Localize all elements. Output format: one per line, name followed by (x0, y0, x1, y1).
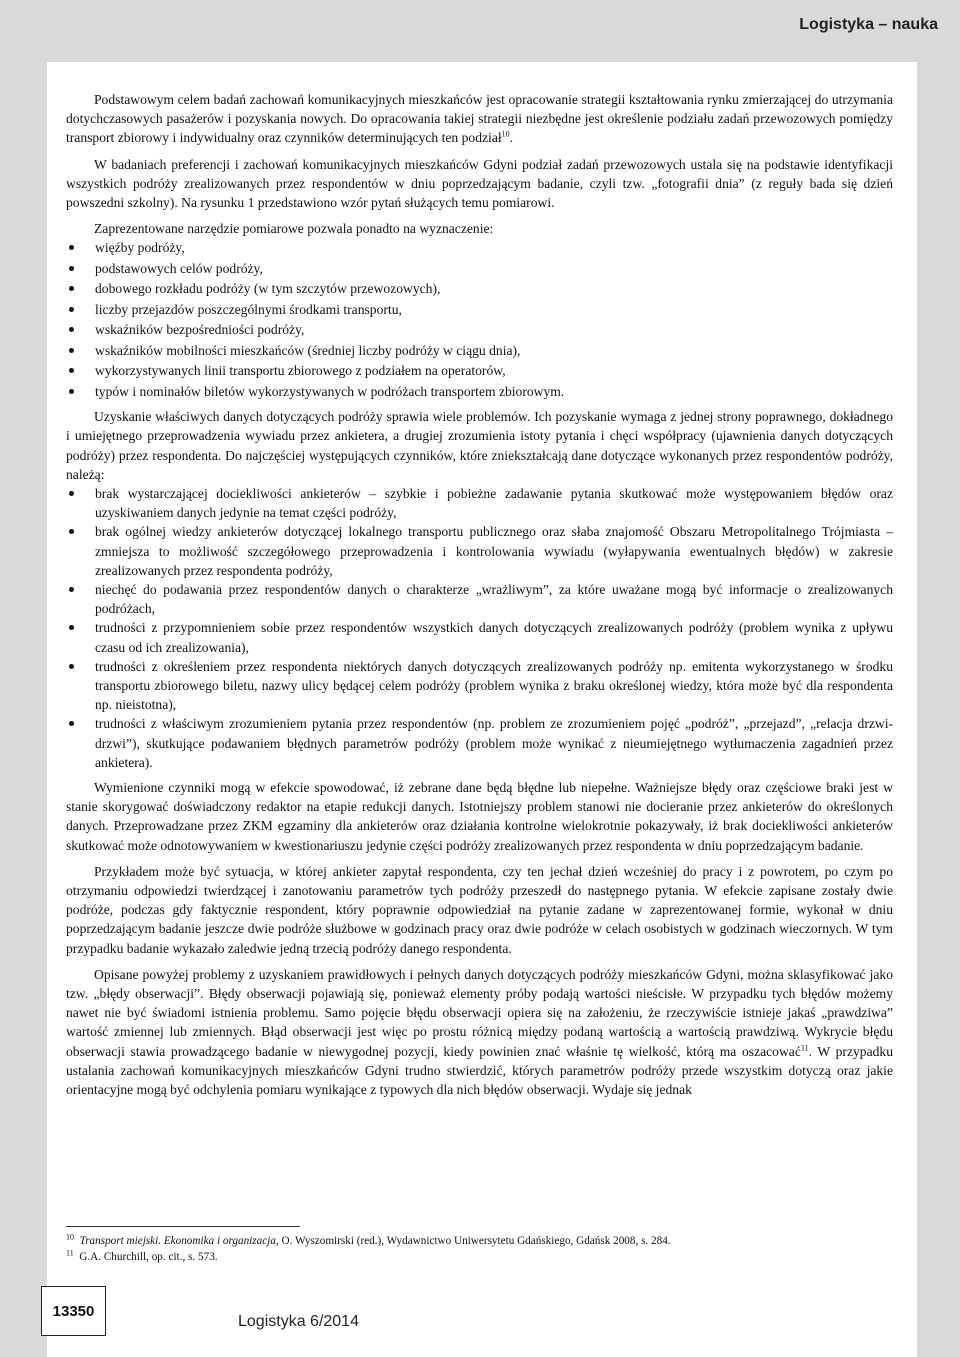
footnote-11: $^{11}$ G.A. Churchill, op. cit., s. 573. (66, 1247, 218, 1263)
paragraph: Przykładem może być sytuacja, w której ankieter zapytał respondenta, czy ten jechał dzień wcześniej do pracy i z powrotem, po czym po otrzymaniu odpowiedzi twierdzącej i zanotowaniu parametrów tych podróży przeszedł do następnego pytania. W efekcie zapisane zostały dwie podróże, podczas gdy faktycznie respondent, który poprawnie odpowiedział na pytanie zadane w zaprezentowanej formie, wykonał w dniu poprzedzającym badanie jeszcze dwie podróże służbowe w godzinach pracy oraz dwie podróże w celach osobistych w godzinach wieczornych. W tym przypadku badanie wykazało zaledwie jedną trzecią podróży danego respondenta. (66, 863, 893, 956)
paragraph: W badaniach preferencji i zachowań komunikacyjnych mieszkańców Gdyni podział zadań przewozowych ustala się na podstawie identyfikacji wszystkich podróży zrealizowanych przez respondentów w dniu poprzedzającym badanie, czyli tzw. „fotografii dnia” (z reguły bada się dzień powszedni szkolny). Na rysunku 1 przedstawiono wzór pytań służących temu pomiarowi. (66, 156, 893, 211)
footnote-10: $^{10}$ Transport miejski. Ekonomika i organizacja, O. Wyszomirski (red.), Wydawnictwo Uniwersytetu Gdańskiego, Gdańsk 2008, s. 284. (66, 1232, 671, 1247)
list-item: wykorzystywanych linii transportu zbiorowego z podziałem na operatorów, (66, 361, 893, 380)
header-bar (0, 0, 960, 62)
paragraph: Opisane powyżej problemy z uzyskaniem prawidłowych i pełnych danych dotyczących podróży mieszkańców Gdyni, można sklasyfikować jako tzw. „błędy obserwacji”. Błędy obserwacji pojawiają się, ponieważ elementy próby podają wartości nieścisłe. W przypadku tych błędów możemy nawet nie być świadomi istnienia problemu. Samo pojęcie błędu obserwacji opiera się na założeniu, że rzeczywiście istnieje jakaś „prawdziwa” wartość zmiennej lub zmiennych. Błąd obserwacji jest więc po prostu różnicą między podaną wartością a wartością prawdziwą. Wykrycie błędu obserwacji stawia prowadzącego badanie w niewygodnej pozycji, kiedy powinien znać właśnie tę wielkość, którą ma oszacować$^{11}$. W przypadku ustalania zachowań komunikacyjnych mieszkańców Gdyni trudno stwierdzić, których parametrów podróży przede wszystkim dotyczą oraz jakie orientacyjne mogą być odchylenia pomiaru wynikające z typowych dla nich błędów obserwacji. Wydaje się jednak (66, 966, 893, 1098)
footnote-ref[interactable]: 11 (800, 1043, 809, 1053)
list-item: wskaźników mobilności mieszkańców (średniej liczby podróży w ciągu dnia), (66, 341, 893, 360)
footnote-divider (66, 1226, 300, 1227)
bullet-list-factors (66, 484, 893, 772)
paragraph: Podstawowym celem badań zachowań komunikacyjnych mieszkańców jest opracowanie strategii kształtowania rynku zmierzającej do utrzymania dotychczasowych pasażerów i pozyskania nowych. Do opracowania takiej strategii niezbędne jest określenie podziału zadań przewozowych pomiędzy transport zbiorowy i indywidualny oraz czynników determinujących ten podział$^{10}$. (66, 92, 893, 146)
list-item: podstawowych celów podróży, (66, 259, 893, 278)
section-title: Logistyka – nauka (799, 16, 938, 33)
footnote-ref[interactable]: 10 (501, 129, 510, 139)
page-number: 13350 (41, 1286, 106, 1336)
paragraph: Wymienione czynniki mogą w efekcie spowodować, iż zebrane dane będą błędne lub niepełne. Ważniejsze błędy oraz częściowe braki jest w stanie skorygować doświadczony redaktor na etapie redukcji danych. Istotniejszy problem stanowi nie docieranie przez ankieterów do określonych danych. Przeprowadzane przez ZKM egzaminy dla ankieterów oraz działania kontrolne wielokrotnie pokazywały, iż brak dociekliwości ankieterów skutkować może odnotowywaniem w kwestionariuszu jedynie części podróży zrealizowanych przez respondenta w dniu poprzedzającym badanie. (66, 779, 893, 853)
list-item: typów i nominałów biletów wykorzystywanych w podróżach transportem zbiorowym. (66, 382, 893, 401)
paragraph: Uzyskanie właściwych danych dotyczących podróży sprawia wiele problemów. Ich pozyskanie wymaga z jednej strony poprawnego, dokładnego i umiejętnego przeprowadzenia wywiadu przez ankietera, a drugiej zrozumienia istoty pytania i chęci współpracy (ujawnienia danych dotyczących podróży) przez respondenta. Do najczęściej występujących czynników, które zniekształcają dane dotyczące wykonanych przez respondentów podróży, należą: (66, 409, 893, 482)
list-item: trudności z określeniem przez respondenta niektórych danych dotyczących zrealizowanych podróży np. emitenta wykorzystanego w środku transportu zbiorowego biletu, nazwy ulicy będącej celem podróży (problem wynika z braku określonej wiedzy, która może być dla respondenta np. nieistotna), (66, 657, 893, 715)
article-body (66, 90, 893, 1106)
bullet-list-measures (66, 238, 893, 401)
list-item: trudności z właściwym zrozumieniem pytania przez respondentów (np. problem ze zrozumieniem pojęć „podróż”, „przejazd”, „relacja drzwi-drzwi”), skutkujące podawaniem błędnych parametrów podróży (problem może wynikać z nieumiejętnego wytłumaczenia zagadnień przez ankietera). (66, 714, 893, 772)
list-item: trudności z przypomnieniem sobie przez respondentów wszystkich danych dotyczących zrealizowanych podróży (problem wynika z upływu czasu od ich zrealizowania), (66, 618, 893, 656)
list-item: liczby przejazdów poszczególnymi środkami transportu, (66, 300, 893, 319)
footnotes (66, 1234, 893, 1265)
list-item: więźby podróży, (66, 238, 893, 257)
journal-issue: Logistyka 6/2014 (238, 1313, 359, 1330)
paragraph: Zaprezentowane narzędzie pomiarowe pozwala ponadto na wyznaczenie: (94, 221, 494, 237)
list-item: niechęć do podawania przez respondentów danych o charakterze „wrażliwym”, za które uważane mogą być informacje o zrealizowanych podróżach, (66, 580, 893, 618)
list-item: brak ogólnej wiedzy ankieterów dotyczącej lokalnego transportu publicznego oraz słaba znajomość Obszaru Metropolitalnego Trójmiasta – zmniejsza to możliwość szczegółowego przeprowadzenia i kontrolowania wywiadu (wyłapywania ewentualnych błędów) w zakresie zrealizowanych przez respondenta podróży, (66, 522, 893, 580)
list-item: wskaźników bezpośredniości podróży, (66, 320, 893, 339)
list-item: brak wystarczającej dociekliwości ankieterów – szybkie i pobieżne zadawanie pytania skutkować może występowaniem błędów oraz uzyskiwaniem danych jedynie na temat części podróży, (66, 484, 893, 522)
list-item: dobowego rozkładu podróży (w tym szczytów przewozowych), (66, 279, 893, 298)
